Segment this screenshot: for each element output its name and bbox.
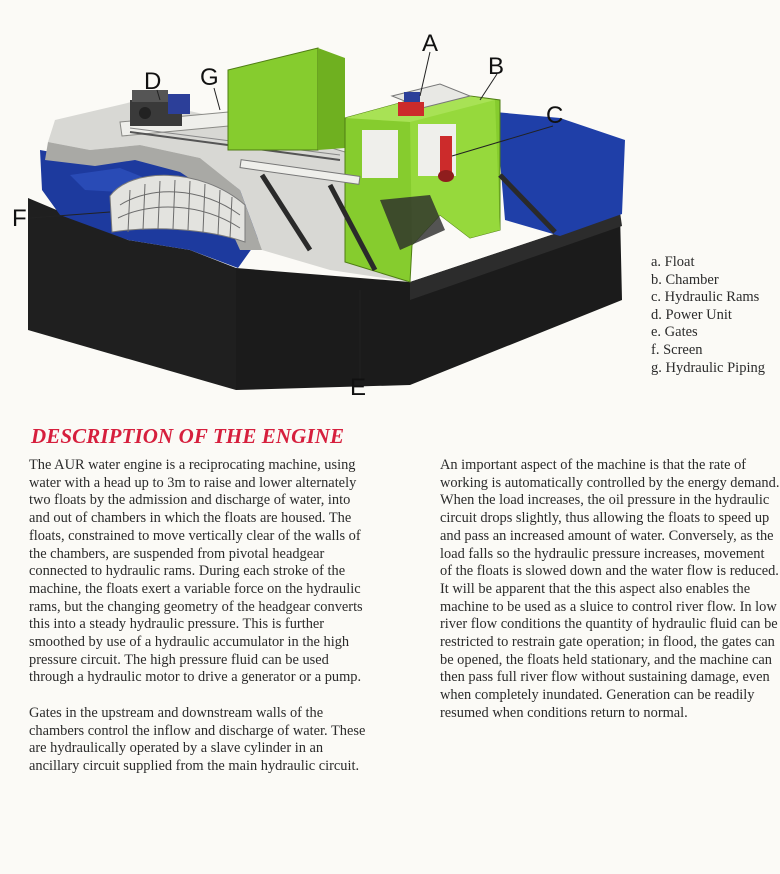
diagram-legend xyxy=(651,254,765,377)
downstream-water xyxy=(495,112,625,236)
callout-b: B xyxy=(488,53,505,80)
legend-item-screen: f. Screen xyxy=(651,341,703,358)
water-engine-illustration xyxy=(0,0,640,410)
left-text-column xyxy=(29,457,374,776)
legend-item-float: a. Float xyxy=(651,254,695,270)
body-paragraph: Gates in the upstream and downstream walls of the chambers control the inflow and discharge of water. These are hydraulically operated by a slave cylinder in an ancillary circuit supplied from the main hydraulic circuit. xyxy=(29,704,366,774)
legend-item-power-unit: d. Power Unit xyxy=(651,306,732,323)
callout-c: C xyxy=(546,102,564,129)
legend-item-hydraulic-rams: c. Hydraulic Rams xyxy=(651,289,760,306)
callout-e: E xyxy=(350,374,367,401)
legend-item-chamber: b. Chamber xyxy=(651,271,719,288)
hydraulic-ram xyxy=(438,136,454,182)
body-paragraph: An important aspect of the machine is that the rate of working is automatically controlled by the energy demand. When the load increases, the oil pressure in the hydraulic circuit drops slightly, thus allowing the floats to speed up and pass an increased amount of water. Conversely, as the load falls so the hydraulic pressure increases, movement of the floats is slowed down and the water flow is reduced. It will be apparent that the this aspect also enables the machine to be used as a sluice to control river flow. In low river flow conditions the quantity of hydraulic fluid can be restricted to restrain gate operation; in flood, the gates can be opened, the floats held stationary, and the machine can then pass full river flow without sustaining damage, even when completely inundated. Generation can be readily resumed when conditions return to normal. xyxy=(440,457,780,721)
callout-g: G xyxy=(200,64,219,91)
body-paragraph: The AUR water engine is a reciprocating machine, using water with a head up to 3m to raise and lower alternately two floats by the admission and discharge of water, into and out of chambers in which the floats are housed. The floats, constrained to move vertically clear of the walls of the chambers, are suspended from pivotal headgear connected to hydraulic rams. During each stroke of the machine, the floats exert a variable force on the hydraulic rams, but the changing geometry of the headgear converts this into a steady hydraulic pressure. This is further smoothed by use of a hydraulic accumulator in the high pressure circuit. The high pressure fluid can be used through a hydraulic motor to drive a generator or a pump. xyxy=(29,457,363,686)
legend-item-hydraulic-piping: g. Hydraulic Piping xyxy=(651,359,765,376)
legend-item-gates: e. Gates xyxy=(651,324,698,341)
callout-d: D xyxy=(144,68,162,95)
right-text-column xyxy=(440,457,780,723)
callout-f: F xyxy=(12,205,27,232)
section-heading: DESCRIPTION OF THE ENGINE xyxy=(31,424,345,448)
callout-a: A xyxy=(422,30,439,57)
power-unit xyxy=(130,90,190,126)
